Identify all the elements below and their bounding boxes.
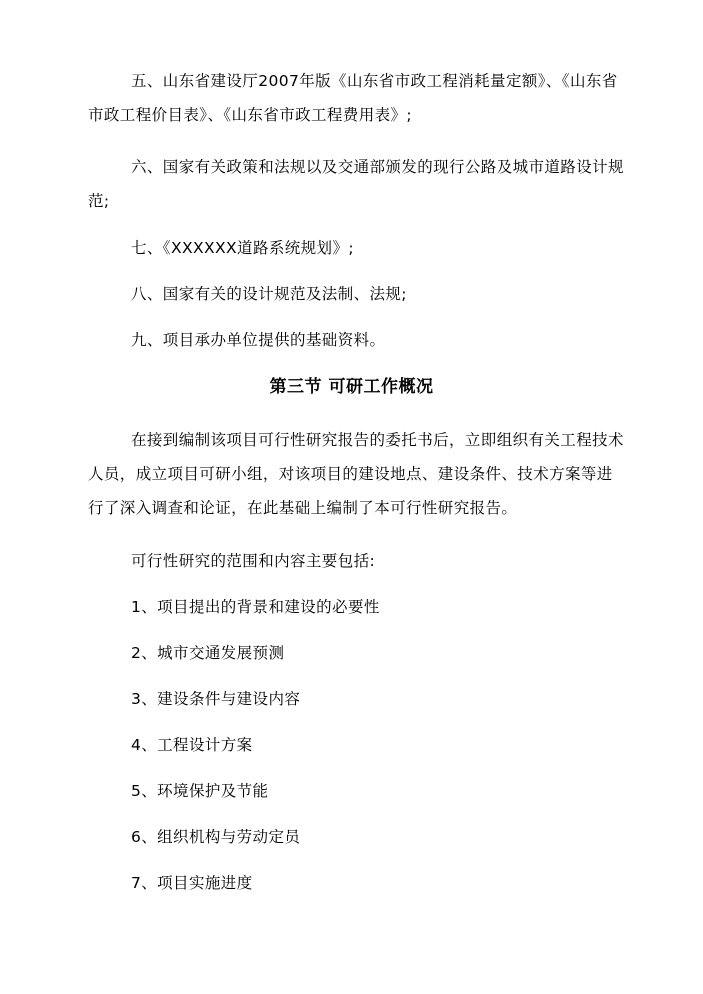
intro-item-9: 九、项目承办单位提供的基础资料。 (131, 331, 386, 349)
scope-item-5: 5、环境保护及节能 (131, 782, 269, 800)
scope-item-2: 2、城市交通发展预测 (131, 644, 285, 662)
scope-item-3: 3、建设条件与建设内容 (131, 690, 301, 708)
intro-item-7: 七、《XXXXXX道路系统规划》; (131, 239, 354, 257)
intro-item-6: 六、国家有关政策和法规以及交通部颁发的现行公路及城市道路设计规范; (88, 158, 624, 210)
scope-item-4: 4、工程设计方案 (131, 736, 253, 754)
scope-intro: 可行性研究的范围和内容主要包括: (131, 552, 376, 570)
intro-item-5: 五、山东省建设厅2007年版《山东省市政工程消耗量定额》、《山东省市政工程价目表》、《山东省市政工程费用表》; (88, 72, 618, 124)
body-paragraph: 在接到编制该项目可行性研究报告的委托书后，立即组织有关工程技术人员，成立项目可研小组，对该项目的建设地点、建设条件、技术方案等进行了深入调查和论证，在此基础上编制了本可行性研究报告。 (88, 431, 624, 517)
section-heading: 第三节 可研工作概况 (269, 377, 434, 397)
scope-item-1: 1、项目提出的背景和建设的必要性 (131, 598, 380, 616)
scope-item-6: 6、组织机构与劳动定员 (131, 828, 301, 846)
scope-item-7: 7、项目实施进度 (131, 874, 253, 892)
intro-item-8: 八、国家有关的设计规范及法制、法规; (131, 285, 407, 303)
